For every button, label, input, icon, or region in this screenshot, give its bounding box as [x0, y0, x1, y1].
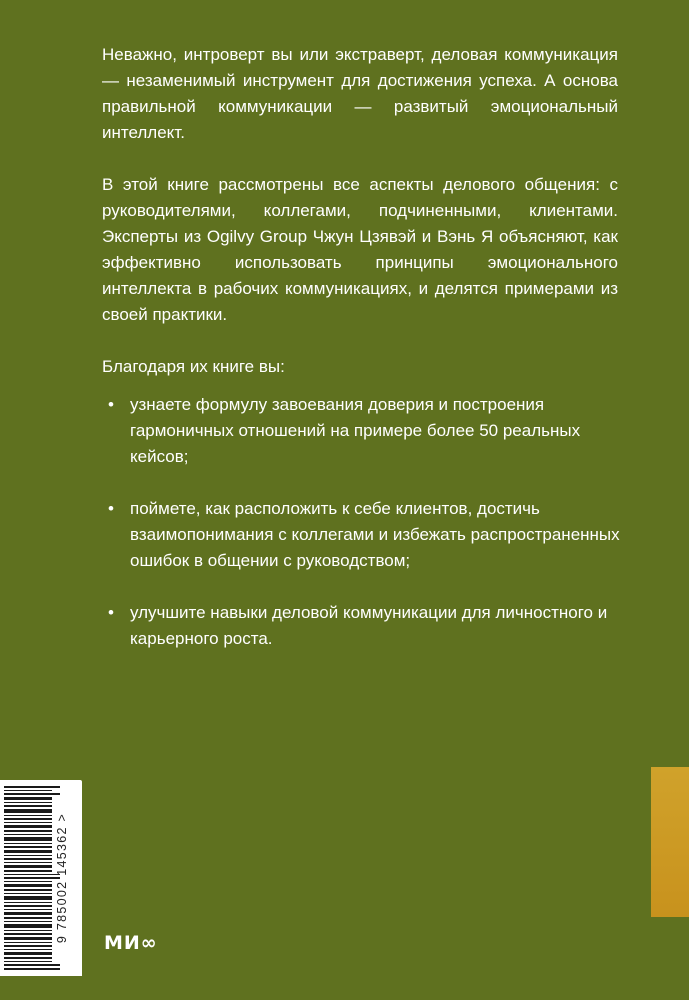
list-item-text: узнаете формулу завоевания доверия и построения гармоничных отношений на примере более 50 реальных кейсов;: [130, 395, 581, 466]
isbn-digits: 9 785002 145362 >: [55, 812, 69, 944]
list-item: [108, 600, 628, 652]
barcode-digits-wrap: [0, 780, 82, 976]
color-tab: [651, 767, 689, 917]
bullet-icon: •: [108, 603, 114, 622]
list-item: [108, 392, 628, 470]
blurb-paragraph-2: В этой книге рассмотрены все аспекты делового общения: с руководителями, коллегами, подчиненными, клиентами. Эксперты из Ogilvy Group Чжун Цзявэй и Вэнь Я объясняют, как эффективно использовать принципы эмоционального интеллекта в рабочих коммуникациях, и делятся примерами из своей практики.: [102, 175, 618, 324]
isbn-barcode: [0, 780, 82, 976]
benefits-list: [108, 392, 628, 678]
bullet-icon: •: [108, 499, 114, 518]
list-item: [108, 496, 628, 574]
blurb-text: [102, 42, 618, 404]
list-item-text: улучшите навыки деловой коммуникации для личностного и карьерного роста.: [130, 603, 608, 648]
bullets-intro: Благодаря их книге вы:: [102, 357, 285, 376]
list-item-text: поймете, как расположить к себе клиентов, достичь взаимопонимания с коллегами и избежать распространенных ошибок в общении с руководством;: [130, 499, 620, 570]
bullet-icon: •: [108, 395, 114, 414]
publisher-logo: МИ∞: [104, 932, 158, 954]
blurb-paragraph-1: Неважно, интроверт вы или экстраверт, деловая коммуникация — незаменимый инструмент для достижения успеха. А основа правильной коммуникации — развитый эмоциональный интеллект.: [102, 45, 618, 142]
